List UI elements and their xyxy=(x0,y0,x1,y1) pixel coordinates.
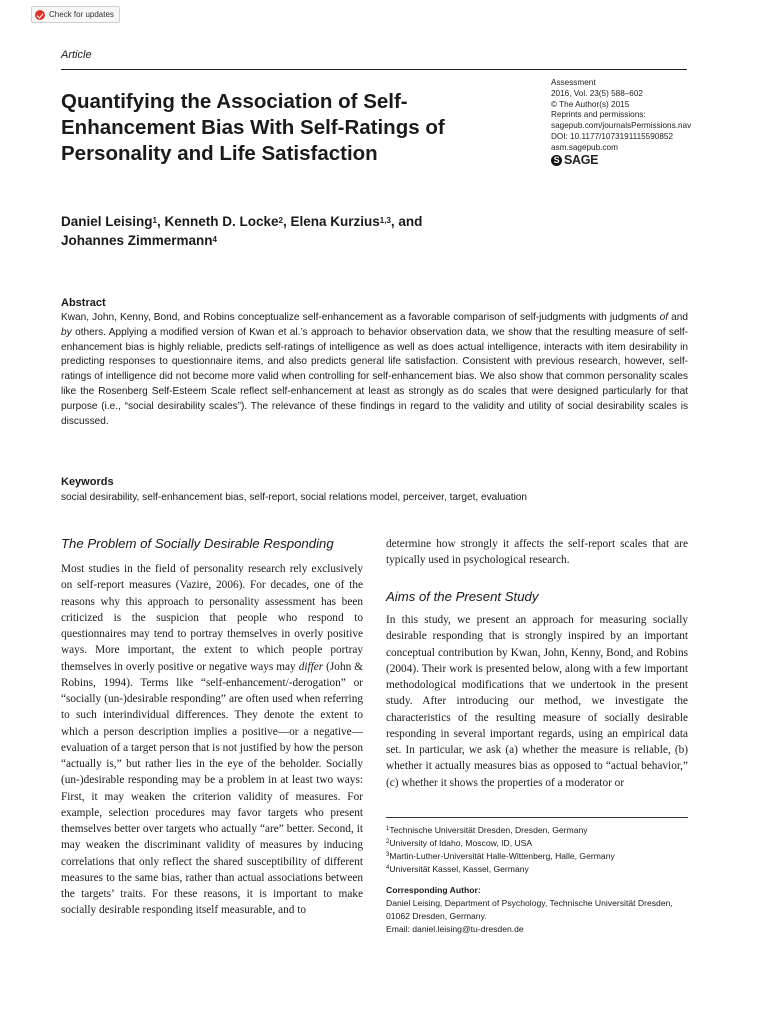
sage-logo-text: SAGE xyxy=(564,152,599,167)
affiliation-text: Universität Kassel, Kassel, Germany xyxy=(389,864,529,874)
reprints-label: Reprints and permissions: xyxy=(551,110,646,120)
abstract-text-part: and xyxy=(668,312,688,323)
paragraph-emphasis: differ xyxy=(298,660,324,673)
affiliation-text: Martin-Luther-Universität Halle-Wittenberg, Halle, Germany xyxy=(389,851,615,861)
author-list xyxy=(61,212,661,250)
keywords-text: social desirability, self-enhancement bias, self-report, social relations model, perceiver, target, evaluation xyxy=(61,492,528,503)
paragraph xyxy=(61,561,363,919)
section-heading-problem: The Problem of Socially Desirable Responding xyxy=(61,536,334,551)
sage-logo-icon: S xyxy=(551,155,562,166)
corresponding-author xyxy=(386,884,688,936)
affiliation-item xyxy=(386,863,688,876)
journal-volume: 2016, Vol. 23(5) 588–602 xyxy=(551,88,643,98)
check-updates-icon xyxy=(35,10,45,20)
author-separator: , xyxy=(156,214,165,229)
author-affiliation-number: 4 xyxy=(212,235,217,244)
body-text-right-column: In this study, we present an approach for measuring socially desirable responding that is strongly inspired by an important conceptual contribution by Kwan, John, Kenny, Bond, and Robins (2004). Their work is presented below, along with a few important methodological modifications that we undertook in the present study. After introducing our method, we investigate the characteristics of the resulting measure of socially desirable responding in several important regards, using an empirical data set. In particular, we ask (a) whether the measure is reliable, (b) whether it actually measures bias as opposed to “actual behavior,” (c) whether it shows the properties of a moderator or xyxy=(386,614,688,789)
check-for-updates-badge[interactable] xyxy=(31,6,120,23)
author-name: Elena Kurzius xyxy=(290,214,380,229)
body-text-left-column xyxy=(61,561,363,919)
author-separator: , xyxy=(282,214,291,229)
footnote-rule xyxy=(386,817,688,818)
paragraph-text: (John & Robins, 1994). Terms like “self-enhancement/-derogation” or “socially (un-)desirable responding” are often used when referring to such interindividual differences. They denote the extent to which a person description implies a positive—or a negative—evaluation of a target person that is not justified by how the person “actually is,” but rather lies in the eye of the beholder. Socially (un-)desirable responding may be a problem in at least two ways: First, it may weaken the criterion validity of measures. For example, selection procedures may favor targets who present themselves better over targets who actually “are” better. Second, it may weaken the discriminant validity of measures by inducing correlations that only reflect the shared susceptibility of different measures to the same bias, rather than actual associations between the targets’ traits. For these reasons, it is important to make socially desirable responding itself measurable, and to xyxy=(61,660,363,917)
affiliations-list xyxy=(386,824,688,876)
affiliation-text: Technische Universität Dresden, Dresden, Germany xyxy=(389,825,588,835)
check-for-updates-label: Check for updates xyxy=(49,10,114,19)
author-name: Daniel Leising xyxy=(61,214,153,229)
author-affiliation-number: 1 xyxy=(152,216,157,225)
header-rule xyxy=(61,69,687,70)
corresponding-author-heading: Corresponding Author: xyxy=(386,885,481,895)
abstract-heading: Abstract xyxy=(61,297,106,309)
affiliation-number: 1 xyxy=(386,826,390,832)
abstract-text xyxy=(61,311,688,429)
abstract-text-part: Kwan, John, Kenny, Bond, and Robins conceptualize self-enhancement as a favorable comparison of self-judgments with judgments xyxy=(61,312,660,323)
author-name: Johannes Zimmermann xyxy=(61,233,213,248)
affiliation-number: 3 xyxy=(386,852,390,858)
author-affiliation-number: 1,3 xyxy=(379,216,391,225)
affiliation-text: University of Idaho, Moscow, ID, USA xyxy=(389,838,533,848)
article-type-label: Article xyxy=(61,49,92,61)
affiliation-item xyxy=(386,824,688,837)
paragraph-text: Most studies in the field of personality research rely exclusively on self-report measures (Vazire, 2006). For decades, one of the reasons why this approach to personality assessment has been criticized is the suspicion that people who respond to questionnaires may tend to portray themselves in overly positive ways. More important, the extent to which people portray themselves in overly positive or negative ways may xyxy=(61,563,363,673)
corresponding-author-email[interactable]: Email: daniel.leising@tu-dresden.de xyxy=(386,924,524,934)
body-text-right-continuation: determine how strongly it affects the self-report scales that are typically used in psychological research. xyxy=(386,538,688,567)
author-affiliation-number: 2 xyxy=(278,216,283,225)
section-heading-aims: Aims of the Present Study xyxy=(386,589,539,604)
corresponding-author-address: Daniel Leising, Department of Psychology, Technische Universität Dresden, 01062 Dresden, Germany. xyxy=(386,898,673,921)
permissions-link[interactable]: sagepub.com/journalsPermissions.nav xyxy=(551,121,692,131)
author-separator: , and xyxy=(390,214,423,229)
keywords-heading: Keywords xyxy=(61,476,114,488)
journal-url[interactable]: asm.sagepub.com xyxy=(551,142,618,152)
affiliation-number: 4 xyxy=(386,865,390,871)
doi[interactable]: DOI: 10.1177/1073191115590852 xyxy=(551,131,674,141)
sage-logo xyxy=(551,152,711,167)
copyright: © The Author(s) 2015 xyxy=(551,99,630,109)
author-name: Kenneth D. Locke xyxy=(164,214,279,229)
paper-title: Quantifying the Association of Self-Enhancement Bias With Self-Ratings of Personality and Life Satisfaction xyxy=(61,90,445,165)
journal-metadata xyxy=(551,78,711,166)
journal-name: Assessment xyxy=(551,78,596,87)
affiliation-item xyxy=(386,837,688,850)
abstract-emphasis: by xyxy=(61,326,72,338)
affiliation-number: 2 xyxy=(386,839,390,845)
affiliation-item xyxy=(386,850,688,863)
abstract-text-part: others. Applying a modified version of Kwan et al.’s approach to behavior observation data, we show that the resulting measure of self-enhancement bias is highly reliable, predicts self-ratings of intelligence as well as does actual intelligence, interacts with item desirability in predicting responses to questionnaire items, and also predicts general life satisfaction. Consistent with previous research, however, self-ratings of intelligence did not become more valid when controlling for self-enhancement bias. We also show that common personality scales like the Rosenberg Self-Esteem Scale reflect self-enhancement at least as strongly as do scales that were designed particularly for that purpose (i.e., “social desirability scales”). The relevance of these findings in regard to the validity and utility of social desirability scales is discussed. xyxy=(61,326,688,427)
abstract-emphasis: of xyxy=(659,312,669,323)
